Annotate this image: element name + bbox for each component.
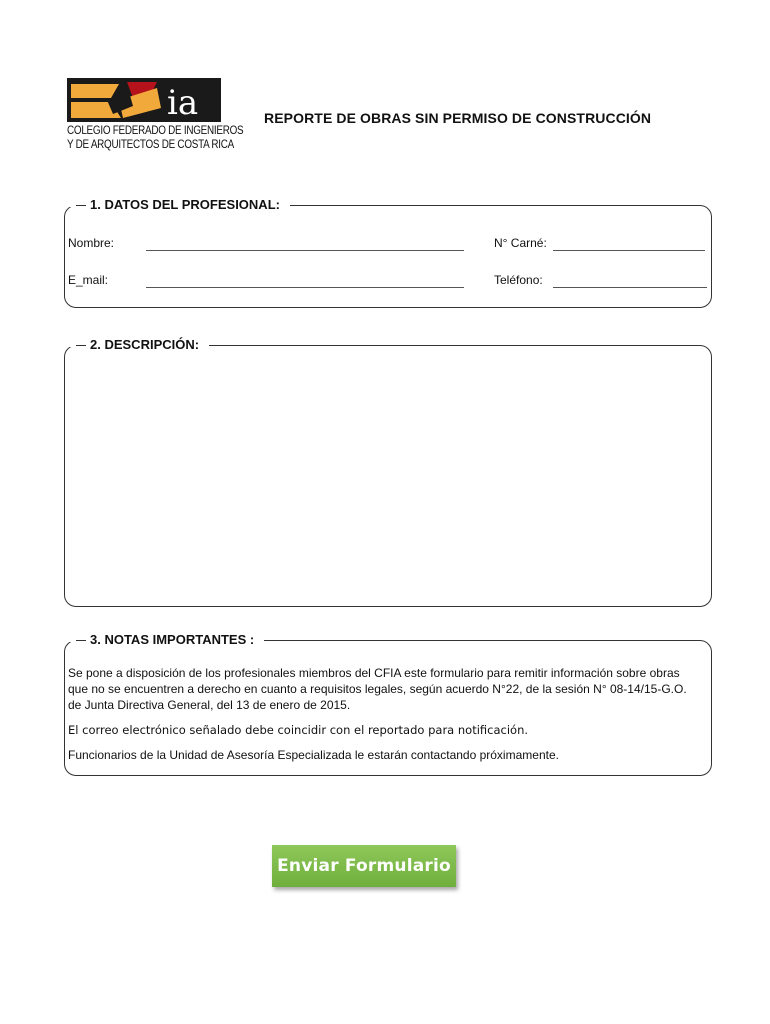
section-1-title: 1. DATOS DEL PROFESIONAL: — [86, 197, 290, 212]
email-field[interactable] — [146, 271, 464, 288]
section-datos-profesional — [64, 205, 712, 308]
logo-line-2: Y DE ARQUITECTOS DE COSTA RICA — [67, 139, 235, 151]
carne-field[interactable] — [553, 234, 705, 251]
note-acuerdo: Se pone a disposición de los profesionales miembros del CFIA este formulario para remitir información sobre obras que no se encuentren a derecho en cuanto a requisitos legales, según acuerdo N°22, de la sesión N° 08-14/15-G.O. de Junta Directiva General, del 13 de enero de 2015. — [68, 666, 687, 712]
nombre-field[interactable] — [146, 234, 464, 251]
email-label: E_mail: — [68, 273, 109, 287]
section-2-title: 2. DESCRIPCIÓN: — [86, 337, 209, 352]
cfia-logo-text — [67, 124, 244, 152]
logo-line-1: COLEGIO FEDERADO DE INGENIEROS — [67, 125, 244, 137]
cfia-emblem-graphic — [67, 78, 221, 122]
descripcion-textarea[interactable] — [72, 360, 708, 602]
section-3-title: 3. NOTAS IMPORTANTES : — [86, 632, 264, 647]
page-title: REPORTE DE OBRAS SIN PERMISO DE CONSTRUCCIÓN — [264, 110, 652, 126]
telefono-field[interactable] — [553, 271, 707, 288]
note-funcionarios: Funcionarios de la Unidad de Asesoría Especializada le estarán contactando próximamente. — [68, 748, 559, 762]
nombre-label: Nombre: — [68, 236, 115, 250]
telefono-label: Teléfono: — [494, 273, 543, 287]
enviar-formulario-button[interactable]: Enviar Formulario — [272, 845, 456, 887]
notes-content — [68, 665, 698, 763]
cfia-monogram: ia — [167, 83, 199, 122]
note-correo: El correo electrónico señalado debe coincidir con el reportado para notificación. — [68, 723, 529, 737]
carne-label: N° Carné: — [494, 236, 547, 250]
